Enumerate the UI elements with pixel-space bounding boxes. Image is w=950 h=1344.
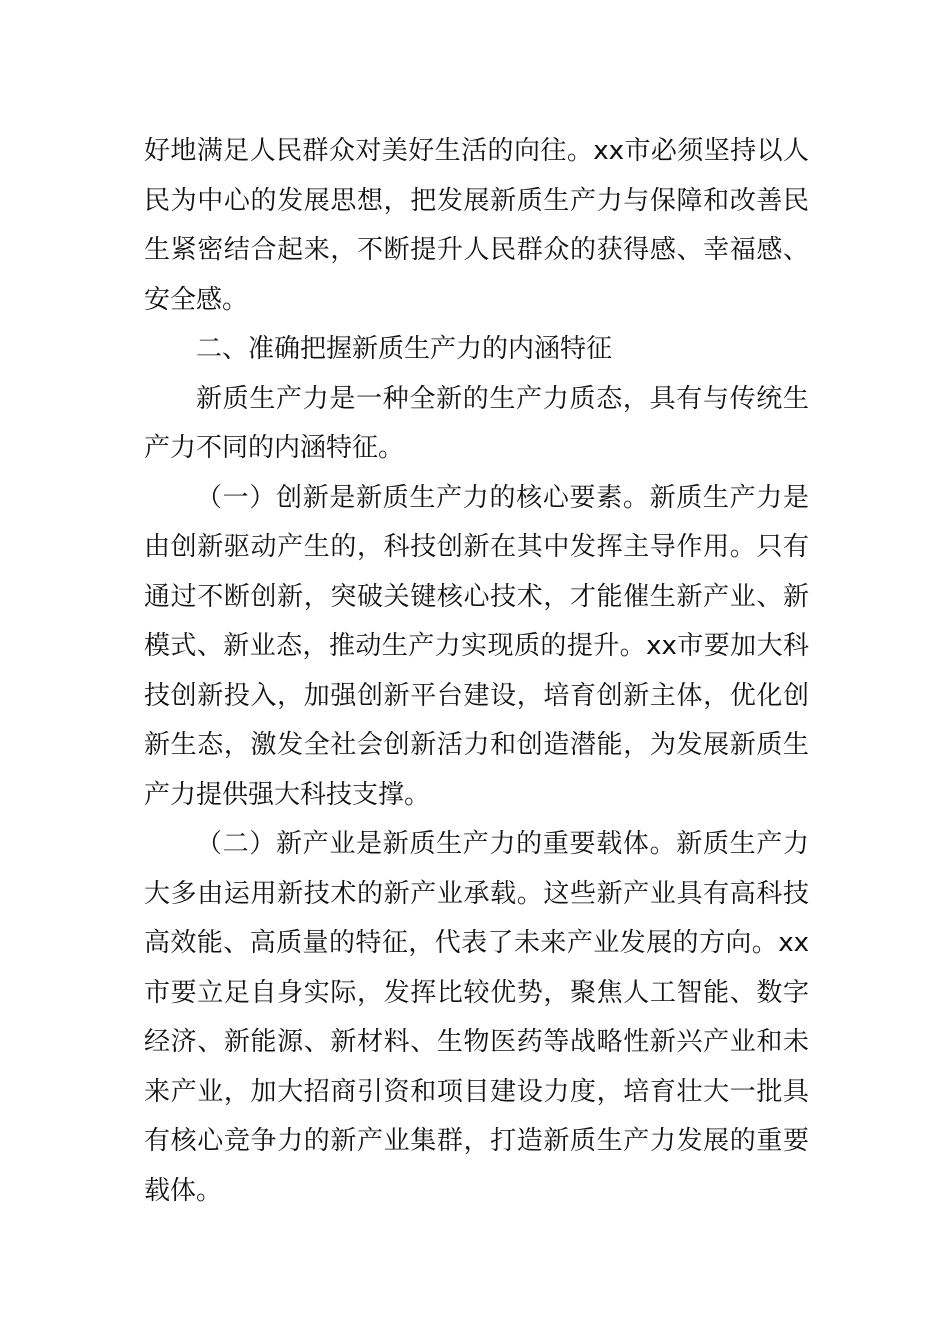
paragraph-new-industry: （二）新产业是新质生产力的重要载体。新质生产力大多由运用新技术的新产业承载。这些新产业具有高科技高效能、高质量的特征，代表了未来产业发展的方向。xx市要立足自身实际，发挥比较优势，聚焦人工智能、数字经济、新能源、新材料、生物医药等战略性新兴产业和未来产业，加大招商引资和项目建设力度，培育壮大一批具有核心竞争力的新产业集群，打造新质生产力发展的重要载体。 [144,829,809,1206]
paragraph-continuation: 好地满足人民群众对美好生活的向往。xx市必须坚持以人民为中心的发展思想，把发展新质生产力与保障和改善民生紧密结合起来，不断提升人民群众的获得感、幸福感、安全感。 [144,136,809,315]
document-body [144,127,809,1216]
section-heading: 二、准确把握新质生产力的内涵特征 [196,334,613,364]
paragraph-intro: 新质生产力是一种全新的生产力质态，具有与传统生产力不同的内涵特征。 [144,383,809,463]
paragraph-innovation: （一）创新是新质生产力的核心要素。新质生产力是由创新驱动产生的，科技创新在其中发挥主导作用。只有通过不断创新，突破关键核心技术，才能催生新产业、新模式、新业态，推动生产力实现质的提升。xx市要加大科技创新投入，加强创新平台建设，培育创新主体，优化创新生态，激发全社会创新活力和创造潜能，为发展新质生产力提供强大科技支撑。 [144,482,809,810]
